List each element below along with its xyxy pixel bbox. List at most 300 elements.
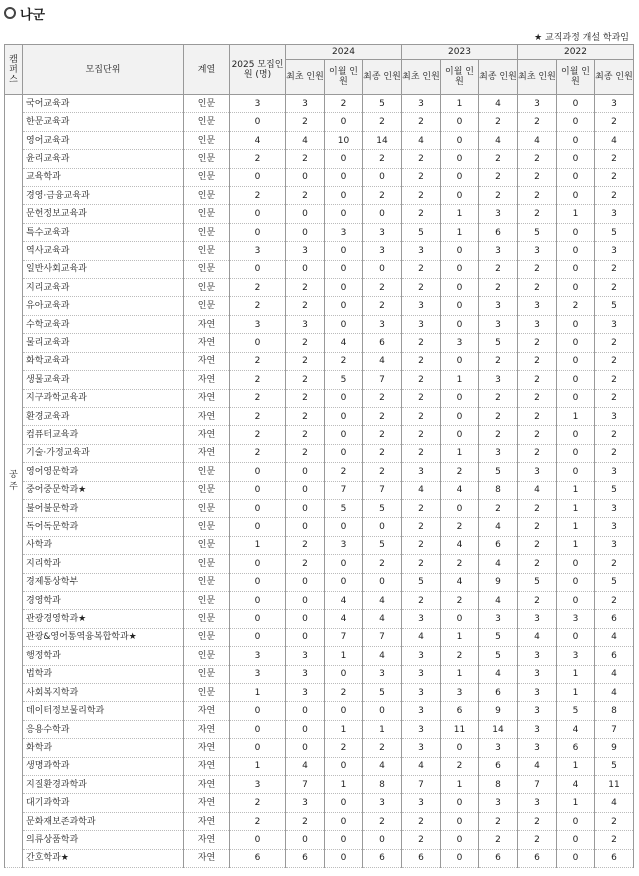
value-cell: 1	[441, 205, 479, 223]
value-cell: 0	[557, 371, 595, 389]
value-cell: 0	[325, 168, 363, 186]
value-cell: 2	[363, 113, 402, 131]
value-cell: 4	[363, 610, 402, 628]
category-cell: 자연	[184, 407, 230, 425]
value-cell: 3	[230, 665, 286, 683]
category-cell: 자연	[184, 739, 230, 757]
value-cell: 4	[286, 131, 325, 149]
value-cell: 0	[325, 831, 363, 849]
unit-cell: 불어불문학과	[23, 499, 184, 517]
value-cell: 0	[325, 444, 363, 462]
category-cell: 인문	[184, 187, 230, 205]
value-cell: 2	[441, 757, 479, 775]
value-cell: 2	[286, 113, 325, 131]
header-initial: 최초 인원	[518, 60, 557, 95]
value-cell: 2	[518, 187, 557, 205]
value-cell: 0	[286, 610, 325, 628]
value-cell: 2	[325, 352, 363, 370]
value-cell: 3	[595, 315, 634, 333]
unit-cell: 화학과	[23, 739, 184, 757]
value-cell: 5	[363, 536, 402, 554]
value-cell: 4	[479, 131, 518, 149]
category-cell: 자연	[184, 720, 230, 738]
value-cell: 6	[363, 334, 402, 352]
value-cell: 0	[325, 260, 363, 278]
value-cell: 3	[286, 647, 325, 665]
value-cell: 0	[557, 113, 595, 131]
value-cell: 0	[286, 831, 325, 849]
value-cell: 4	[557, 720, 595, 738]
value-cell: 3	[518, 242, 557, 260]
value-cell: 5	[402, 573, 441, 591]
value-cell: 0	[230, 518, 286, 536]
value-cell: 2	[479, 389, 518, 407]
table-row	[5, 812, 634, 830]
value-cell: 1	[557, 518, 595, 536]
unit-cell: 사학과	[23, 536, 184, 554]
value-cell: 7	[286, 776, 325, 794]
value-cell: 2	[518, 205, 557, 223]
value-cell: 2	[479, 426, 518, 444]
value-cell: 2	[479, 113, 518, 131]
value-cell: 2	[363, 812, 402, 830]
value-cell: 0	[286, 518, 325, 536]
value-cell: 2	[230, 352, 286, 370]
value-cell: 0	[286, 205, 325, 223]
value-cell: 3	[402, 297, 441, 315]
value-cell: 6	[595, 849, 634, 867]
value-cell: 4	[595, 628, 634, 646]
category-cell: 인문	[184, 150, 230, 168]
value-cell: 3	[518, 463, 557, 481]
value-cell: 2	[518, 352, 557, 370]
value-cell: 3	[479, 794, 518, 812]
value-cell: 0	[230, 702, 286, 720]
unit-cell: 수학교육과	[23, 315, 184, 333]
value-cell: 0	[325, 205, 363, 223]
value-cell: 6	[557, 739, 595, 757]
table-row	[5, 371, 634, 389]
value-cell: 0	[325, 150, 363, 168]
value-cell: 0	[230, 334, 286, 352]
table-row	[5, 665, 634, 683]
value-cell: 0	[230, 223, 286, 241]
table-row	[5, 628, 634, 646]
value-cell: 8	[595, 702, 634, 720]
header-unit: 모집단위	[23, 45, 184, 95]
table-row	[5, 168, 634, 186]
value-cell: 0	[325, 315, 363, 333]
table-row	[5, 684, 634, 702]
value-cell: 4	[479, 555, 518, 573]
value-cell: 1	[230, 536, 286, 554]
circle-bullet-icon	[4, 7, 16, 19]
value-cell: 2	[518, 168, 557, 186]
value-cell: 3	[518, 794, 557, 812]
value-cell: 3	[557, 610, 595, 628]
value-cell: 0	[325, 242, 363, 260]
value-cell: 3	[402, 463, 441, 481]
value-cell: 0	[441, 131, 479, 149]
table-row	[5, 407, 634, 425]
value-cell: 2	[518, 407, 557, 425]
value-cell: 0	[230, 739, 286, 757]
table-row	[5, 150, 634, 168]
value-cell: 0	[230, 573, 286, 591]
unit-cell: 경제통상학부	[23, 573, 184, 591]
table-row	[5, 187, 634, 205]
category-cell: 인문	[184, 260, 230, 278]
category-cell: 인문	[184, 628, 230, 646]
value-cell: 1	[325, 776, 363, 794]
value-cell: 2	[518, 426, 557, 444]
value-cell: 1	[230, 684, 286, 702]
value-cell: 3	[518, 95, 557, 113]
value-cell: 0	[325, 426, 363, 444]
value-cell: 4	[402, 628, 441, 646]
table-row	[5, 757, 634, 775]
value-cell: 2	[286, 389, 325, 407]
value-cell: 4	[325, 610, 363, 628]
unit-cell: 유아교육과	[23, 297, 184, 315]
value-cell: 0	[557, 426, 595, 444]
value-cell: 4	[230, 131, 286, 149]
value-cell: 1	[557, 757, 595, 775]
value-cell: 0	[557, 168, 595, 186]
value-cell: 0	[441, 794, 479, 812]
value-cell: 0	[557, 831, 595, 849]
value-cell: 1	[441, 665, 479, 683]
category-cell: 자연	[184, 315, 230, 333]
value-cell: 3	[595, 518, 634, 536]
value-cell: 6	[479, 223, 518, 241]
value-cell: 3	[595, 205, 634, 223]
value-cell: 6	[402, 849, 441, 867]
value-cell: 2	[441, 518, 479, 536]
value-cell: 1	[557, 481, 595, 499]
value-cell: 4	[479, 518, 518, 536]
value-cell: 3	[595, 95, 634, 113]
value-cell: 3	[402, 315, 441, 333]
value-cell: 2	[325, 739, 363, 757]
value-cell: 2	[402, 168, 441, 186]
value-cell: 0	[441, 426, 479, 444]
table-row	[5, 315, 634, 333]
value-cell: 1	[557, 794, 595, 812]
table-row	[5, 720, 634, 738]
value-cell: 0	[325, 702, 363, 720]
value-cell: 3	[479, 205, 518, 223]
value-cell: 6	[479, 849, 518, 867]
category-cell: 인문	[184, 573, 230, 591]
value-cell: 0	[325, 794, 363, 812]
value-cell: 0	[230, 591, 286, 609]
unit-cell: 관광경영학과★	[23, 610, 184, 628]
value-cell: 2	[595, 352, 634, 370]
value-cell: 3	[286, 315, 325, 333]
value-cell: 5	[479, 463, 518, 481]
value-cell: 2	[363, 463, 402, 481]
value-cell: 0	[441, 389, 479, 407]
category-cell: 자연	[184, 794, 230, 812]
value-cell: 14	[363, 131, 402, 149]
value-cell: 0	[441, 352, 479, 370]
value-cell: 5	[595, 297, 634, 315]
header-transfer: 이월 인원	[557, 60, 595, 95]
value-cell: 7	[363, 628, 402, 646]
value-cell: 0	[286, 702, 325, 720]
value-cell: 6	[518, 849, 557, 867]
value-cell: 0	[325, 757, 363, 775]
category-cell: 자연	[184, 426, 230, 444]
value-cell: 4	[441, 573, 479, 591]
unit-cell: 환경교육과	[23, 407, 184, 425]
value-cell: 0	[557, 444, 595, 462]
header-2022: 2022	[518, 45, 634, 60]
value-cell: 0	[286, 463, 325, 481]
value-cell: 9	[479, 573, 518, 591]
value-cell: 5	[402, 223, 441, 241]
unit-cell: 독어독문학과	[23, 518, 184, 536]
header-initial: 최초 인원	[402, 60, 441, 95]
value-cell: 3	[402, 242, 441, 260]
value-cell: 2	[518, 389, 557, 407]
value-cell: 3	[518, 297, 557, 315]
value-cell: 2	[595, 389, 634, 407]
value-cell: 2	[479, 352, 518, 370]
value-cell: 3	[479, 444, 518, 462]
unit-cell: 중어중문학과★	[23, 481, 184, 499]
value-cell: 4	[479, 95, 518, 113]
value-cell: 2	[518, 499, 557, 517]
value-cell: 2	[286, 444, 325, 462]
value-cell: 2	[402, 187, 441, 205]
value-cell: 0	[230, 113, 286, 131]
value-cell: 2	[402, 205, 441, 223]
value-cell: 2	[402, 150, 441, 168]
value-cell: 6	[479, 684, 518, 702]
value-cell: 0	[230, 463, 286, 481]
category-cell: 인문	[184, 223, 230, 241]
category-cell: 인문	[184, 95, 230, 113]
value-cell: 0	[363, 702, 402, 720]
value-cell: 1	[557, 499, 595, 517]
value-cell: 0	[325, 665, 363, 683]
value-cell: 5	[595, 223, 634, 241]
value-cell: 2	[595, 187, 634, 205]
value-cell: 2	[518, 150, 557, 168]
value-cell: 0	[441, 297, 479, 315]
value-cell: 3	[402, 665, 441, 683]
unit-cell: 기술·가정교육과	[23, 444, 184, 462]
value-cell: 4	[363, 757, 402, 775]
value-cell: 2	[518, 334, 557, 352]
value-cell: 3	[595, 407, 634, 425]
value-cell: 2	[230, 812, 286, 830]
value-cell: 1	[557, 205, 595, 223]
value-cell: 2	[441, 591, 479, 609]
value-cell: 0	[557, 389, 595, 407]
value-cell: 3	[402, 702, 441, 720]
value-cell: 2	[363, 297, 402, 315]
value-cell: 2	[402, 555, 441, 573]
value-cell: 0	[441, 168, 479, 186]
value-cell: 0	[230, 628, 286, 646]
value-cell: 0	[557, 849, 595, 867]
category-cell: 자연	[184, 334, 230, 352]
value-cell: 0	[230, 720, 286, 738]
value-cell: 0	[230, 168, 286, 186]
value-cell: 2	[479, 150, 518, 168]
category-cell: 인문	[184, 168, 230, 186]
unit-cell: 관광&영어통역융복합학과★	[23, 628, 184, 646]
value-cell: 3	[402, 684, 441, 702]
value-cell: 2	[402, 812, 441, 830]
value-cell: 2	[402, 260, 441, 278]
value-cell: 2	[479, 831, 518, 849]
value-cell: 1	[557, 684, 595, 702]
value-cell: 0	[441, 610, 479, 628]
value-cell: 0	[325, 297, 363, 315]
unit-cell: 문화재보존과학과	[23, 812, 184, 830]
value-cell: 6	[230, 849, 286, 867]
value-cell: 4	[441, 481, 479, 499]
value-cell: 4	[518, 481, 557, 499]
header-campus: 캠퍼스	[5, 45, 23, 95]
unit-cell: 생물교육과	[23, 371, 184, 389]
value-cell: 0	[286, 168, 325, 186]
value-cell: 3	[518, 665, 557, 683]
value-cell: 2	[518, 555, 557, 573]
value-cell: 0	[230, 555, 286, 573]
value-cell: 4	[441, 536, 479, 554]
value-cell: 0	[557, 573, 595, 591]
value-cell: 3	[325, 223, 363, 241]
value-cell: 1	[557, 536, 595, 554]
section-title-text: 나군	[20, 7, 46, 23]
value-cell: 4	[595, 684, 634, 702]
value-cell: 8	[363, 776, 402, 794]
value-cell: 3	[402, 794, 441, 812]
value-cell: 2	[441, 647, 479, 665]
value-cell: 2	[402, 371, 441, 389]
value-cell: 2	[363, 279, 402, 297]
table-row	[5, 463, 634, 481]
value-cell: 0	[557, 242, 595, 260]
value-cell: 2	[286, 407, 325, 425]
value-cell: 2	[518, 812, 557, 830]
value-cell: 3	[518, 684, 557, 702]
value-cell: 0	[557, 812, 595, 830]
value-cell: 3	[325, 536, 363, 554]
value-cell: 3	[230, 242, 286, 260]
header-final: 최종 인원	[595, 60, 634, 95]
value-cell: 5	[325, 371, 363, 389]
table-row	[5, 555, 634, 573]
value-cell: 4	[363, 352, 402, 370]
table-row	[5, 499, 634, 517]
value-cell: 7	[595, 720, 634, 738]
category-cell: 인문	[184, 113, 230, 131]
value-cell: 3	[402, 720, 441, 738]
unit-cell: 지구과학교육과	[23, 389, 184, 407]
value-cell: 8	[479, 776, 518, 794]
value-cell: 3	[230, 776, 286, 794]
value-cell: 2	[402, 426, 441, 444]
value-cell: 2	[479, 187, 518, 205]
value-cell: 3	[363, 223, 402, 241]
category-cell: 인문	[184, 297, 230, 315]
value-cell: 4	[363, 647, 402, 665]
value-cell: 2	[518, 591, 557, 609]
value-cell: 2	[479, 499, 518, 517]
value-cell: 0	[557, 223, 595, 241]
value-cell: 3	[518, 720, 557, 738]
value-cell: 5	[518, 223, 557, 241]
value-cell: 5	[557, 702, 595, 720]
value-cell: 2	[325, 95, 363, 113]
value-cell: 3	[595, 536, 634, 554]
value-cell: 6	[595, 647, 634, 665]
category-cell: 자연	[184, 757, 230, 775]
value-cell: 4	[325, 334, 363, 352]
table-row	[5, 426, 634, 444]
unit-cell: 응용수학과	[23, 720, 184, 738]
unit-cell: 영어영문학과	[23, 463, 184, 481]
value-cell: 0	[363, 573, 402, 591]
table-row	[5, 610, 634, 628]
value-cell: 0	[441, 739, 479, 757]
table-row	[5, 831, 634, 849]
header-initial: 최초 인원	[286, 60, 325, 95]
unit-cell: 지리학과	[23, 555, 184, 573]
value-cell: 3	[363, 315, 402, 333]
value-cell: 0	[441, 315, 479, 333]
value-cell: 1	[557, 665, 595, 683]
value-cell: 0	[286, 223, 325, 241]
category-cell: 인문	[184, 591, 230, 609]
section-title	[4, 3, 45, 23]
value-cell: 2	[230, 297, 286, 315]
value-cell: 2	[402, 352, 441, 370]
value-cell: 0	[557, 334, 595, 352]
category-cell: 인문	[184, 205, 230, 223]
category-cell: 인문	[184, 242, 230, 260]
value-cell: 9	[479, 702, 518, 720]
value-cell: 2	[286, 536, 325, 554]
value-cell: 6	[363, 849, 402, 867]
value-cell: 4	[402, 757, 441, 775]
value-cell: 0	[325, 187, 363, 205]
value-cell: 3	[363, 794, 402, 812]
value-cell: 1	[441, 95, 479, 113]
value-cell: 2	[286, 352, 325, 370]
value-cell: 2	[363, 407, 402, 425]
unit-cell: 영어교육과	[23, 131, 184, 149]
value-cell: 14	[479, 720, 518, 738]
value-cell: 3	[518, 647, 557, 665]
value-cell: 3	[479, 371, 518, 389]
value-cell: 2	[230, 279, 286, 297]
value-cell: 2	[595, 812, 634, 830]
value-cell: 3	[518, 702, 557, 720]
value-cell: 2	[363, 555, 402, 573]
category-cell: 인문	[184, 279, 230, 297]
value-cell: 3	[441, 684, 479, 702]
value-cell: 0	[363, 518, 402, 536]
value-cell: 2	[402, 279, 441, 297]
value-cell: 2	[230, 426, 286, 444]
